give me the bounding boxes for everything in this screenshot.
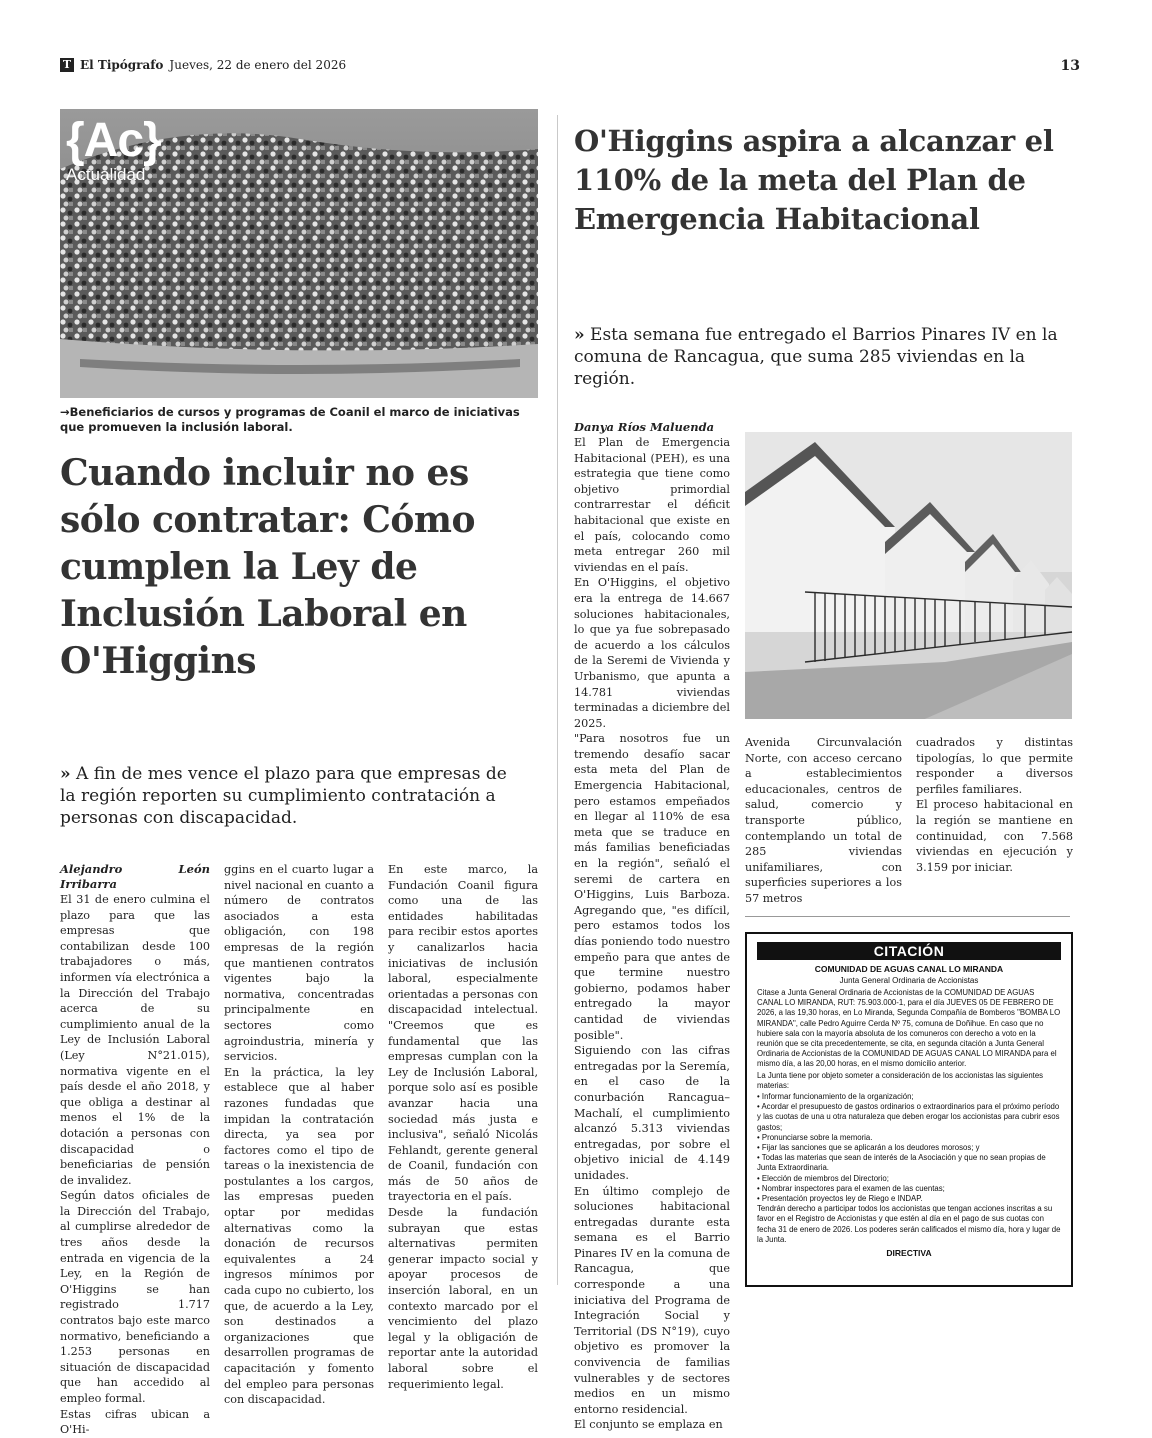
notice-body-end — [757, 1204, 1061, 1245]
page-number: 13 — [1060, 58, 1080, 74]
notice-agenda-list — [757, 1092, 1061, 1204]
paragraph: Según datos oficiales de la Dirección del Trabajo, al cumplirse alrededor de tres años desde la entrada en vigencia de la Ley, en la Región de O'Higgins se han registrado 1.717 contratos bajo este marco normativo, beneficiando a 1.253 personas en situación de discapacidad que han accedido al empleo formal. — [60, 1189, 210, 1405]
paragraph: El conjunto se emplaza en — [574, 1418, 723, 1432]
paragraph: En O'Higgins, el objetivo era la entrega de 14.667 soluciones habitacionales, lo que ya fue sobrepasado de acuerdo a los cálculos de la Seremi de Vivienda y Urbanismo, que apunta a 14.781 viviendas terminadas a diciembre del 2025. — [574, 576, 730, 730]
list-item: • Acordar el presupuesto de gastos ordinarios o extraordinarios para el próximo período y las cuotas de una u otra naturaleza que deben erogar los accionistas para cubrir esos gastos; — [757, 1102, 1061, 1133]
notice-divider — [745, 916, 1070, 917]
section-badge — [66, 116, 161, 184]
paragraph: El Plan de Emergencia Habitacional (PEH), es una estrategia que tiene como objetivo primordial contrarrestar el déficit habitacional que existe en el país, colocando como meta entregar 260 mil viviendas en el país. — [574, 436, 730, 574]
notice-organization: COMUNIDAD DE AGUAS CANAL LO MIRANDA — [814, 964, 1004, 974]
right-article-col-3 — [916, 735, 1073, 875]
section-badge-logo: {Ac} — [66, 114, 161, 167]
left-headline: Cuando incluir no es sólo contratar: Cómo cumplen la Ley de Inclusión Laboral en O'Higgins — [60, 452, 476, 682]
masthead — [60, 58, 346, 72]
paragraph: Desde la fundación subrayan que estas alternativas permiten generar impacto social y apoyar procesos de inserción laboral, en un contexto marcado por el vencimiento del plazo legal y la obligación de reportar ante la autoridad laboral sobre el requerimiento legal. — [388, 1206, 538, 1391]
paragraph: En este marco, la Fundación Coanil figura como una de las entidades habilitadas para recibir estos aportes y canalizarlos hacia iniciativas de inclusión laboral, especialmente orientadas a personas con discapacidad intelectual. "Creemos que es fundamental que las empresas cumplan con la Ley de Inclusión Laboral, porque solo así es posible avanzar hacia una sociedad más justa e inclusiva", señaló Nicolás Fehlandt, gerente general de Coanil, fundación con más de 50 años de trayectoria en el país. — [388, 863, 538, 1204]
left-article-col-3 — [388, 862, 538, 1392]
paragraph: Siguiendo con las cifras entregadas por la Seremía, en el caso de la conurbación Rancagua–Machalí, el cumplimiento alcanzó 5.313 viviendas entregadas, por sobre el objetivo inicial de 4.149 unidades. — [574, 1044, 730, 1182]
right-article-col-2 — [745, 735, 902, 907]
newspaper-logo-icon: T — [60, 58, 74, 72]
notice-subtitle: Junta General Ordinaria de Accionistas — [839, 976, 979, 985]
right-headline: O'Higgins aspira a alcanzar el 110% de la meta del Plan de Emergencia Habitacional — [574, 124, 1054, 236]
notice-paragraph: Tendrán derecho a participar todos los accionistas que tengan acciones inscritas a su favor en el Registro de Accionistas y que estén al día en el pago de sus cuotas con fecha 31 de enero de 2026. Los poderes serán calificados el mismo día, hora y lugar de la Junta. — [757, 1204, 1061, 1244]
page-header — [60, 58, 1080, 80]
list-item: • Pronunciarse sobre la memoria. — [757, 1133, 1061, 1143]
list-item: • Fijar las sanciones que se aplicarán a los deudores morosos; y — [757, 1143, 1061, 1153]
newspaper-name: El Tipógrafo — [80, 58, 164, 72]
notice-paragraph: Citase a Junta General Ordinaria de Accionistas de la COMUNIDAD DE AGUAS CANAL LO MIRANDA, RUT: 75.903.000-1, para el día JUEVES 05 DE FEBRERO DE 2026, a las 19,30 horas, en Lo Miranda, Segunda Compañía de Bomberos "BOMBA LO MIRANDA", calle Pedro Aguirre Cerda Nº 75, comuna de Doñihue. En caso que no hubiere sala con la mayoría absoluta de los comuneros con derecho a voto en la reunión que se cita precedentemente, se cita, en segunda citación a Junta General Ordinaria de Accionistas de la COMUNIDAD DE AGUAS CANAL LO MIRANDA para el mismo día, a las 20,00 horas, en el mismo domicilio anterior. — [757, 988, 1061, 1069]
list-item: • Todas las materias que sean de interés de la Asociación y que no sean propias de Junta Extraordinaria. — [757, 1153, 1061, 1173]
photo-caption: →Beneficiarios de cursos y programas de Coanil el marco de iniciativas que promueven la inclusión laboral. — [60, 405, 520, 434]
notice-paragraph: La Junta tiene por objeto someter a consideración de los accionistas las siguientes materias: — [757, 1070, 1044, 1090]
list-item: • Nombrar inspectores para el examen de las cuentas; — [757, 1184, 1061, 1194]
paragraph: El 31 de enero culmina el plazo para que las empresas que contabilizan desde 100 trabajadores o más, informen vía electrónica a la Dirección del Trabajo acerca de su cumplimiento anual de la Ley de Inclusión Laboral (Ley N°21.015), normativa vigente en el país desde el año 2018, y que obliga a destinar al menos el 1% de la dotación a personas con discapacidad o beneficiarias de pensión de invalidez. — [60, 893, 210, 1187]
notice-body — [757, 988, 1061, 1091]
list-item: • Elección de miembros del Directorio; — [757, 1174, 1061, 1184]
left-article-col-2 — [224, 862, 374, 1408]
notice-title: CITACIÓN — [757, 942, 1061, 960]
lead-chevron-icon: » — [60, 764, 71, 784]
left-lead-text: A fin de mes vence el plazo para que empresas de la región reporten su cumplimiento contratación a personas con discapacidad. — [60, 764, 507, 828]
paragraph: Estas cifras ubican a O'Hi- — [60, 1407, 210, 1437]
column-divider — [557, 115, 558, 1285]
section-label: Actualidad — [66, 165, 146, 184]
right-article-col-1 — [574, 420, 730, 1433]
paragraph: cuadrados y distintas tipologías, lo que permite responder a diversos perfiles familiares. — [916, 736, 1073, 796]
paragraph: "Para nosotros fue un tremendo desafío sacar esta meta del Plan de Emergencia Habitacional, pero estamos empeñados en llegar al 110% de esa meta que se traduce en más familias beneficiadas en la región", señaló el seremi de cartera en O'Higgins, Luis Barboza. Agregando que, "es difícil, pero estamos todos los días poniendo todo nuestro empeño para que antes de que termine nuestro gobierno, podamos haber entregado la mayor cantidad de viviendas posible". — [574, 732, 730, 1042]
list-item: • Presentación proyectos ley de Riego e INDAP. — [757, 1194, 1061, 1204]
right-lead-text: Esta semana fue entregado el Barrios Pinares IV en la comuna de Rancagua, que suma 285 viviendas en la región. — [574, 325, 1058, 389]
paragraph: En la práctica, la ley establece que al haber razones fundadas que impidan la contratación directa, ya sea por factores como el tipo de tareas o la inexistencia de postulantes a los cargos, las empresas pueden optar por medidas alternativas como la donación de recursos equivalentes a 24 ingresos mínimos por cada cupo no cubierto, los que, de acuerdo a la Ley, son destinados a organizaciones que desarrollen programas de capacitación y fomento del empleo para personas con discapacidad. — [224, 1065, 374, 1407]
paragraph: El proceso habitacional en la región se mantiene en continuidad, con 7.568 viviendas en ejecución y 3.159 por iniciar. — [916, 798, 1073, 874]
lead-chevron-icon: » — [574, 325, 585, 345]
left-article-col-1 — [60, 862, 210, 1438]
list-item: • Informar funcionamiento de la organización; — [757, 1092, 1061, 1102]
legal-notice — [745, 932, 1073, 1287]
houses-photo — [745, 432, 1072, 719]
paragraph: En último complejo de soluciones habitacional entregadas durante esta semana es el Barrio Pinares IV en la comuna de Rancagua, que corresponde a una iniciativa del Programa de Integración Social y Territorial (DS N°19), cuyo objetivo es promover la convivencia de familias vulnerables y de sectores medios en un mismo entorno residencial. — [574, 1184, 730, 1416]
paragraph: ggins en el cuarto lugar a nivel nacional en cuanto a número de contratos asociados a esta obligación, con 198 empresas de la región que mantienen contratos vigentes bajo la normativa, concentradas principalmente en sectores como agroindustria, minería y servicios. — [224, 863, 374, 1064]
left-lead — [60, 763, 515, 829]
right-lead — [574, 324, 1064, 390]
left-byline: Alejandro León Irribarra — [60, 862, 210, 891]
issue-date: Jueves, 22 de enero del 2026 — [169, 58, 347, 72]
paragraph: Avenida Circunvalación Norte, con acceso cercano a establecimientos educacionales, centros de salud, comercio y transporte público, contemplando un total de 285 viviendas unifamiliares, con superficies superiores a los 57 metros — [745, 736, 902, 905]
right-byline: Danya Ríos Maluenda — [574, 420, 715, 434]
notice-signature: DIRECTIVA — [886, 1248, 932, 1259]
